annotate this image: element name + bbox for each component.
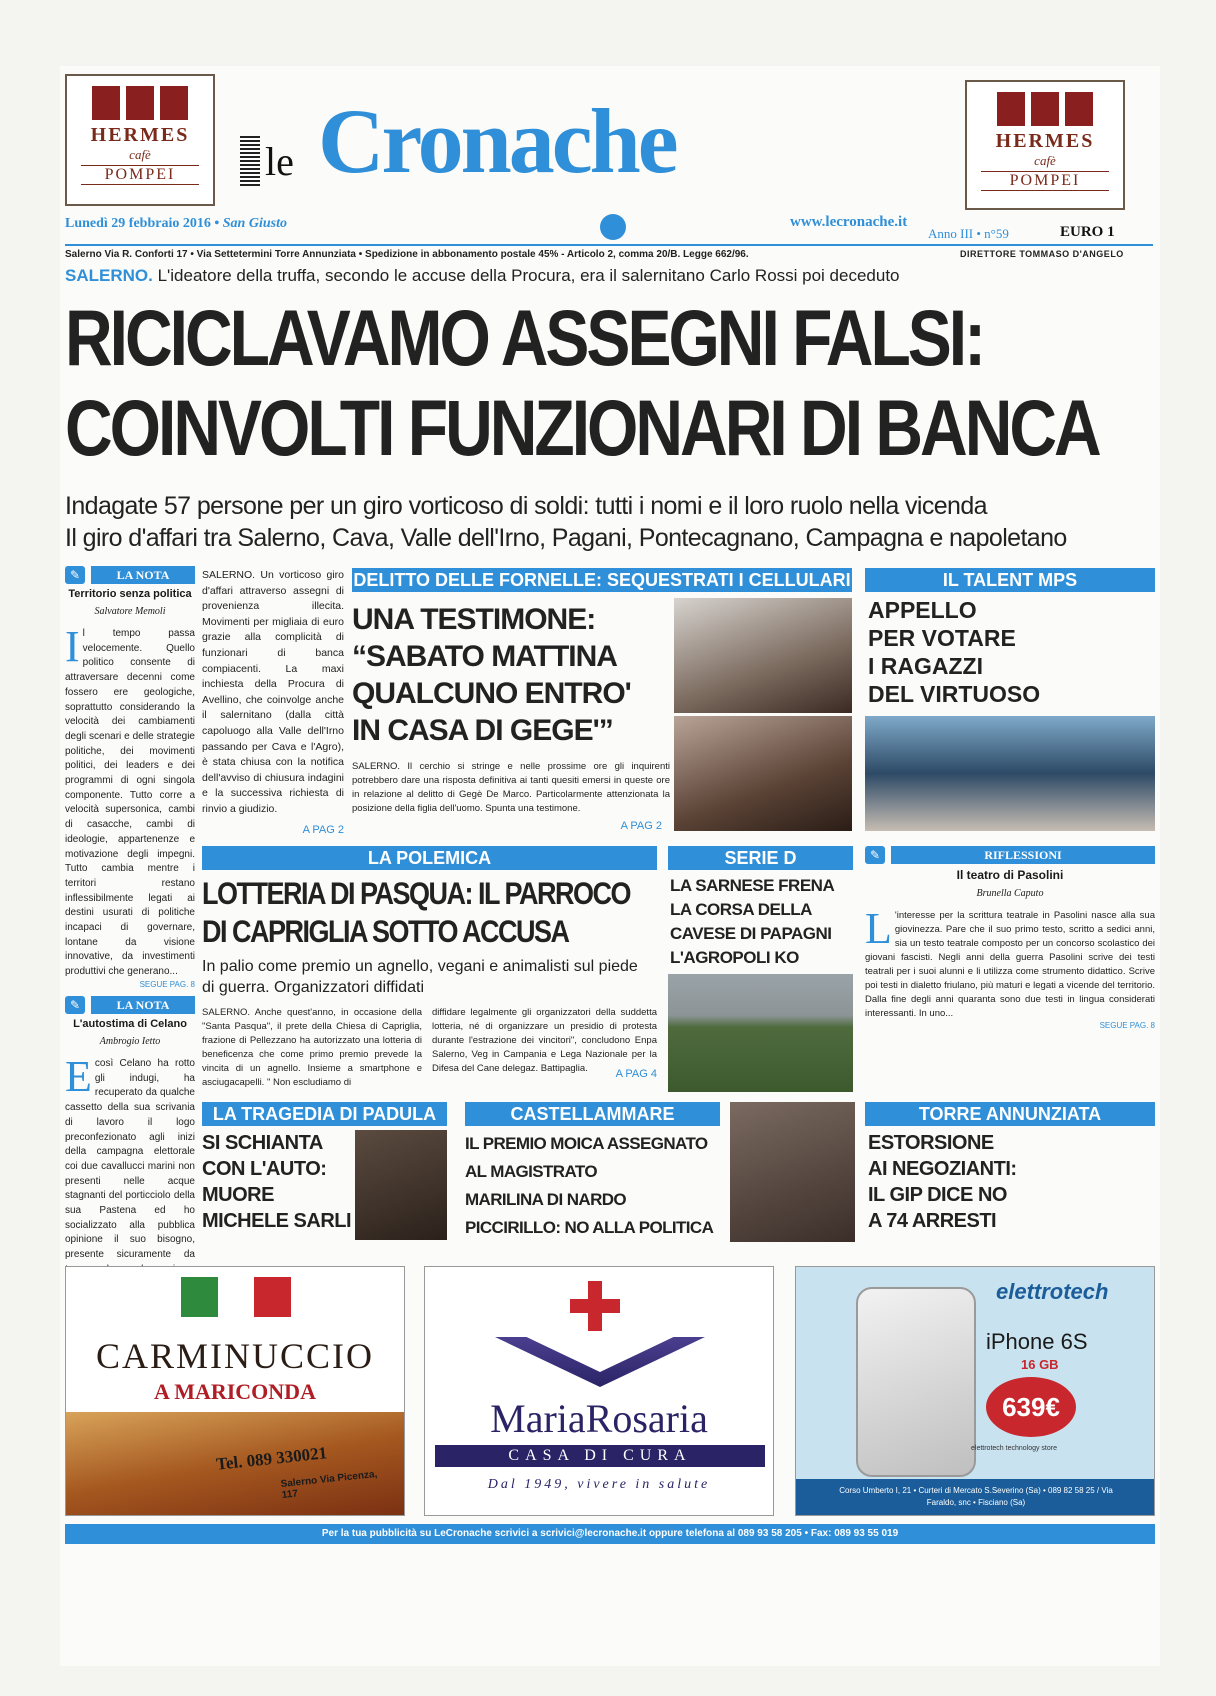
lead-kicker (65, 266, 900, 286)
nota-label: LA NOTA (91, 996, 195, 1014)
wings-logo (495, 1337, 705, 1387)
hermes-name: HERMES (90, 124, 190, 146)
fornelle-headline[interactable]: UNA TESTIMONE: “SABATO MATTINA QUALCUNO ENTRO' IN CASA DI GEGE'” (352, 603, 631, 747)
ad-carminuccio[interactable] (65, 1266, 405, 1516)
elettrotech-address: Corso Umberto I, 21 • Curteri di Mercato S.Severino (Sa) • 089 82 58 25 / Via Faraldo, snc • Fisciano (Sa) (796, 1479, 1155, 1516)
lead-subhead-1: Indagate 57 persone per un giro vorticoso di soldi: tutti i nomi e il loro ruolo nella vicenda (65, 492, 987, 520)
nota-body: E così Celano ha rotto gli indugi, ha recuperato da qualche cassetto della sua scrivania di lavoro il logo preconfezionato agli inizi della campagna elettorale coi due cavallucci marini non presenti nelle acque stagnanti del porticciolo della sua Pastena ed ho socializzato alla pubblica opinione il suo bisogno, presente sicuramente da (65, 1052, 195, 1261)
nota-author: Salvatore Memoli (94, 606, 166, 617)
barcode (240, 136, 260, 186)
kicker-text: L'ideatore della truffa, secondo le accuse della Procura, era il salernitano Carlo Rossi poi deceduto (157, 266, 900, 285)
red-cross-icon (570, 1281, 620, 1331)
lead-pag[interactable]: A PAG 2 (302, 824, 344, 836)
director: DIRETTORE TOMMASO D'ANGELO (960, 249, 1124, 259)
footer-advert-bar[interactable]: Per la tua pubblicità su LeCronache scrivici a scrivici@lecronache.it oppure telefona al 089 93 58 205 • Fax: 089 93 55 019 (65, 1524, 1155, 1544)
elettrotech-product: iPhone 6S (986, 1329, 1088, 1354)
logo-prefix: le (265, 139, 294, 184)
maria-sub: CASA DI CURA (435, 1445, 765, 1467)
polemica-headline-1[interactable]: LOTTERIA DI PASQUA: IL PARROCO (202, 876, 631, 911)
nota-header (65, 996, 195, 1014)
hermes-logo-left (67, 86, 213, 120)
nota-column-1 (65, 566, 195, 989)
hermes-logo-right (967, 92, 1123, 126)
date: Lunedì 29 febbraio 2016 (65, 216, 211, 231)
photo-football (668, 974, 853, 1092)
photo-woman (674, 716, 852, 831)
castellammare-bar: CASTELLAMMARE (465, 1102, 720, 1126)
photo-moica (730, 1102, 855, 1242)
lead-headline-2[interactable]: COINVOLTI FUNZIONARI DI BANCA (65, 382, 1099, 472)
maria-slogan: Dal 1949, vivere in salute (487, 1477, 711, 1492)
nota-title[interactable]: Territorio senza politica (68, 588, 192, 600)
italian-flag-icon (181, 1277, 291, 1317)
castellammare-headline[interactable]: IL PREMIO MOICA ASSEGNATO AL MAGISTRATO MARILINA DI NARDO PICCIRILLO: NO ALLA POLITICA (465, 1134, 714, 1237)
nota-segue[interactable]: SEGUE PAG. 8 (139, 979, 195, 989)
hermes-ad-right[interactable] (965, 80, 1125, 210)
riflessioni-body: L 'interesse per la scrittura teatrale in Pasolini nasce alla sua giovinezza. Pare che il suo primo testo, scritto a sedici anni, sia un testo teatrale composto per un concorso scolastico dei giovani fascisti. Negli anni della guerra Pasolini scrive dei testi teatrali per i suoi alunni e li utilizza come strumento didattico. Scrive poi testi in dialetto friulano, più maturi e legati a vicende del territorio. Dalla fine degli anni quaranta sono due testi in lingua considerati interessanti. In uno... (865, 904, 1155, 1019)
elettrotech-brand: elettrotech (996, 1279, 1109, 1304)
photo-man (674, 598, 852, 713)
lead-headline-1[interactable]: RICICLAVAMO ASSEGNI FALSI: (65, 292, 984, 382)
hermes-place: POMPEI (981, 171, 1109, 191)
elettrotech-small: elettrotech technology store (971, 1445, 1057, 1452)
nota-icon: ✎ (65, 566, 85, 584)
ad-elettrotech[interactable] (795, 1266, 1155, 1516)
polemica-bar: LA POLEMICA (202, 846, 657, 870)
riflessioni-header (865, 846, 1155, 864)
talent-headline[interactable]: APPELLO PER VOTARE I RAGAZZI DEL VIRTUOSO (868, 597, 1041, 707)
drop-cap: L (865, 904, 892, 953)
address-line: Salerno Via R. Conforti 17 • Via Settetermini Torre Annunziata • Spedizione in abbonamento postale 45% - Articolo 2, comma 20/B. Legge 662/96. (65, 249, 749, 260)
hermes-sub: cafè (129, 147, 151, 162)
price: EURO 1 (1060, 224, 1115, 240)
nota-icon: ✎ (65, 996, 85, 1014)
riflessioni-segue[interactable]: SEGUE PAG. 8 (1099, 1021, 1155, 1030)
maria-name: MariaRosaria (490, 1396, 708, 1441)
photo-talent (865, 716, 1155, 831)
issue-date: Lunedì 29 febbraio 2016 • San Giusto (65, 216, 287, 231)
padula-headline[interactable]: SI SCHIANTA CON L'AUTO: MUORE MICHELE SARLI (202, 1132, 352, 1232)
lead-body: SALERNO. Un vorticoso giro d'affari attraverso assegni di provenienza illecita. Movimenti per migliaia di euro grazie alla complicità di funzionari di banca compiacenti. La maxi inchiesta della Procura di Avellino, che coinvolge anche il salernitano (dalla città capoluogo alla Valle dell'Irno passando per Cava e l'Agro), è stata chiusa con la notifica dell'avviso di chiusura indagini e la successiva richiesta di rinvio a giudizio. (202, 569, 344, 815)
nota-label: LA NOTA (91, 566, 195, 584)
riflessioni-title[interactable]: Il teatro di Pasolini (956, 868, 1064, 882)
small-logo-icon (600, 214, 626, 240)
polemica-pag[interactable]: A PAG 4 (615, 1068, 657, 1080)
masthead-rule (65, 244, 1153, 246)
seried-bar: SERIE D (668, 846, 853, 870)
riflessioni-icon: ✎ (865, 846, 885, 864)
nota-header (65, 566, 195, 584)
padula-bar: LA TRAGEDIA DI PADULA (202, 1102, 447, 1126)
riflessioni-label: RIFLESSIONI (891, 846, 1155, 864)
issue-number: Anno III • n°59 (928, 226, 1009, 241)
hermes-place: POMPEI (81, 165, 199, 185)
nota-column-2 (65, 996, 195, 1287)
nota-body: I l tempo passa velocemente. Quello politico consente di attraversare decenni come fossero ere geologiche, soprattutto considerando la velocità dei cambiamenti degli scenari e delle strategie politiche, dei movimenti politici, dei leaders e dei programmi di ogni singola componente. Tutto corre a velocità supersonica, cambi di casacche, cambi di ideologie, appartenenze e motivazione degli impegni. Tutto cambia mentre i territori restano inflessibilmente legati ai destini usurati di politiche incapaci di governare, lontane da visione innovative, da investimenti produttivi che generano... (65, 622, 195, 978)
nota-title[interactable]: L'autostima di Celano (73, 1018, 187, 1030)
carminuccio-name: CARMINUCCIO (95, 1336, 375, 1376)
hermes-sub: cafè (1034, 153, 1056, 168)
hermes-ad-left[interactable] (65, 74, 215, 206)
elettrotech-gb: 16 GB (1021, 1357, 1059, 1372)
torre-headline[interactable]: ESTORSIONE AI NEGOZIANTI: IL GIP DICE NO A 74 ARRESTI (868, 1132, 1017, 1232)
drop-cap: E (65, 1052, 92, 1101)
carminuccio-sub: A MARICONDA (154, 1379, 316, 1404)
polemica-subhead: In palio come premio un agnello, vegani e animalisti sul piede di guerra. Organizzatori diffidati (202, 958, 638, 996)
saint-day: San Giusto (222, 216, 287, 231)
fornelle-bar: DELITTO DELLE FORNELLE: SEQUESTRATI I CELLULARI (353, 570, 851, 590)
ad-maria-rosaria[interactable] (424, 1266, 774, 1516)
elettrotech-price: 639€ (986, 1377, 1076, 1437)
polemica-body-right: diffidare legalmente gli organizzatori della suddetta lotteria, né di organizzare un presidio di protesta durante l'estrazione dei vincitori", concludono Enpa Salerno, Veg in Campania e Lega Nazionale per la Difesa del Cane delegaz. Battipaglia. (432, 1007, 657, 1074)
fornelle-pag[interactable]: A PAG 2 (620, 820, 662, 832)
riflessioni-author: Brunella Caputo (976, 888, 1044, 899)
photo-sarli (355, 1130, 447, 1240)
website[interactable]: www.lecronache.it (790, 214, 908, 230)
hermes-name: HERMES (995, 130, 1095, 152)
lead-subhead-2: Il giro d'affari tra Salerno, Cava, Valle dell'Irno, Pagani, Pontecagnano, Campagna e napoletano (65, 524, 1067, 552)
carminuccio-address: Salerno Via Picenza, 117 (280, 1468, 378, 1501)
carminuccio-tel: Tel. 089 330021 (215, 1443, 328, 1474)
polemica-body-left: SALERNO. Anche quest'anno, in occasione della "Santa Pasqua", il prete della Chiesa di Capriglia, frazione di Pellezzano ha autorizzato una lotteria di beneficenza che come primo premio prevede la vincita di un agnello. Insieme a smartphone e asciugacapelli. " Non escludiamo di (202, 1007, 422, 1088)
seried-headline[interactable]: LA SARNESE FRENA LA CORSA DELLA CAVESE DI PAPAGNI L'AGROPOLI KO (670, 876, 835, 967)
iphone-image (856, 1287, 976, 1477)
newspaper-front-page (60, 66, 1160, 1666)
nota-author: Ambrogio Ietto (99, 1036, 161, 1047)
drop-cap: I (65, 622, 80, 671)
kicker-place: SALERNO. (65, 266, 153, 285)
riflessioni-column (865, 846, 1155, 1030)
talent-bar: IL TALENT MPS (865, 568, 1155, 592)
polemica-headline-2[interactable]: DI CAPRIGLIA SOTTO ACCUSA (202, 914, 569, 949)
torre-bar: TORRE ANNUNZIATA (865, 1102, 1155, 1126)
logo-main: Cronache (318, 90, 676, 192)
fornelle-body: SALERNO. Il cerchio si stringe e nelle prossime ore gli inquirenti potrebbero dare una risposta definitiva ai tanti quesiti emersi in queste ore in relazione al delitto di Gegè De Marco. Particolarmente attenzionata la posizione della figlia dell'uomo. Spunta una testimone. (352, 761, 670, 814)
